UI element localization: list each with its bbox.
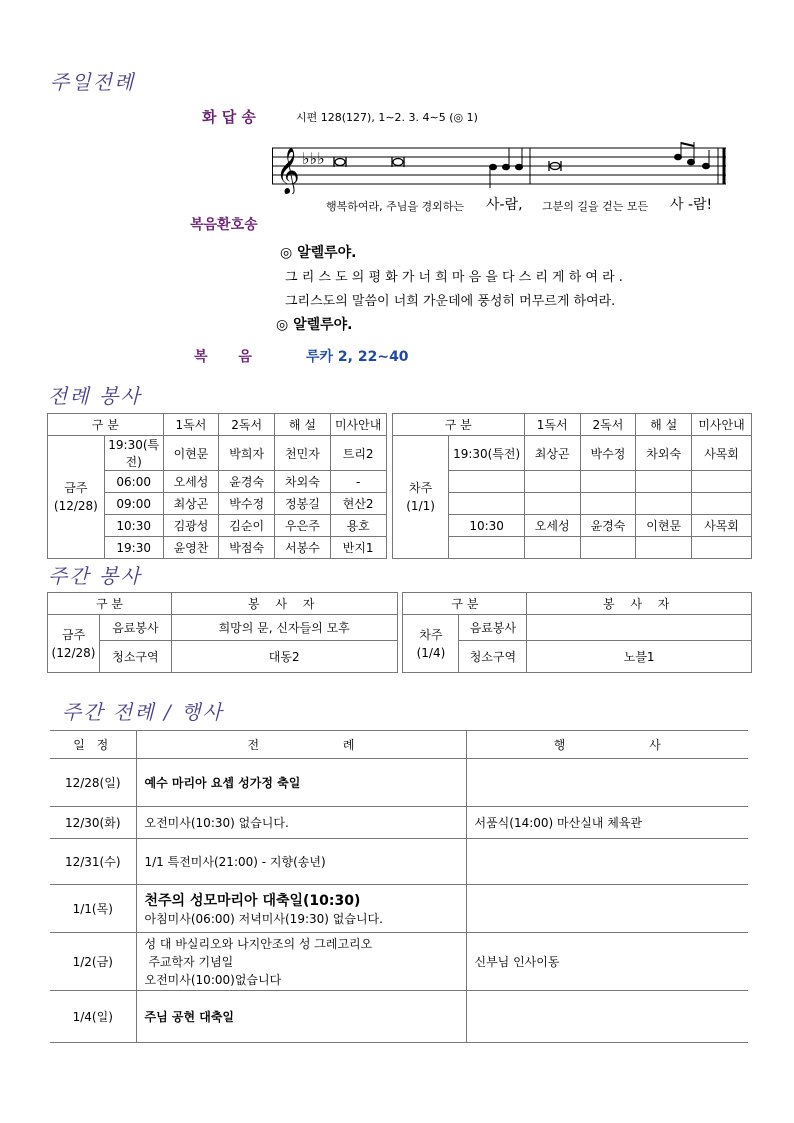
event-activity: 신부님 인사이동	[466, 933, 748, 991]
mass-guide	[692, 471, 752, 493]
event-liturgy-line: 아침미사(06:00) 저녁미사(19:30) 없습니다.	[144, 912, 383, 926]
psalm-lyric-3: 그분의 길을 걷는 모든	[542, 200, 649, 213]
next-week-date: (1/1)	[406, 499, 435, 513]
alleluia-1: ◎ 알렐루야.	[280, 245, 357, 261]
this-week-date: (12/28)	[53, 499, 98, 513]
flat-icon: ♭♭♭	[302, 149, 325, 168]
service-type: 청소구역	[459, 641, 527, 673]
header-mass-guide: 미사안내	[330, 414, 386, 436]
event-liturgy	[136, 933, 466, 991]
mass-time: 10:30	[104, 515, 163, 537]
reader-2: 김순이	[219, 515, 275, 537]
header-category: 구 분	[48, 414, 164, 436]
header-commentary: 해 설	[275, 414, 331, 436]
event-activity	[466, 991, 748, 1043]
commentator: 우은주	[275, 515, 331, 537]
mass-guide	[692, 537, 752, 559]
next-week-cell	[403, 615, 459, 673]
gospel-label: 복 음	[194, 349, 252, 365]
event-liturgy-line: 주교학자 기념일	[144, 954, 234, 969]
header-volunteer: 봉 사 자	[527, 593, 752, 615]
this-week-date: (12/28)	[51, 645, 96, 660]
mass-time: 19:30	[104, 537, 163, 559]
event-liturgy: 예수 마리아 요셉 성가정 축일	[136, 759, 466, 807]
service-volunteer: 희망의 문, 신자들의 모후	[171, 615, 397, 641]
event-date: 1/4(일)	[50, 991, 136, 1043]
reader-2: 윤경숙	[580, 515, 636, 537]
event-date: 1/1(목)	[50, 885, 136, 933]
commentator	[636, 537, 692, 559]
commentator: 서봉수	[275, 537, 331, 559]
commentator	[636, 493, 692, 515]
mass-guide: 트리2	[330, 436, 386, 471]
reader-1	[524, 493, 580, 515]
reader-2: 박수정	[219, 493, 275, 515]
event-liturgy: 1/1 특전미사(21:00) - 지향(송년)	[136, 839, 466, 885]
reader-2	[580, 537, 636, 559]
event-activity	[466, 885, 748, 933]
this-week-label: 금주	[64, 481, 88, 495]
commentator: 차외숙	[275, 471, 331, 493]
event-liturgy: 주님 공현 대축일	[136, 991, 466, 1043]
service-type: 청소구역	[99, 641, 171, 673]
mass-guide: 반지1	[330, 537, 386, 559]
event-date: 12/30(화)	[50, 807, 136, 839]
table-row	[50, 885, 748, 933]
header-category: 구 분	[48, 593, 172, 615]
psalm-lyric-1: 행복하여라, 주님을 경외하는	[326, 200, 465, 213]
reader-1: 이현문	[163, 436, 219, 471]
gospel-acclamation-label: 복음환호송	[190, 217, 258, 233]
event-liturgy: 오전미사(10:30) 없습니다.	[136, 807, 466, 839]
event-liturgy-line: 성 대 바실리오와 나지안조의 성 그레고리오	[144, 936, 373, 951]
psalm-label: 화 답 송	[202, 108, 256, 126]
event-date: 12/28(일)	[50, 759, 136, 807]
mass-guide: 사목회	[692, 436, 752, 471]
weekly-service-title: 주간 봉사	[48, 564, 142, 588]
header-reading-2: 2독서	[580, 414, 636, 436]
commentator: 차외숙	[636, 436, 692, 471]
next-week-label: 차주	[409, 481, 433, 495]
header-category: 구 분	[392, 414, 524, 436]
service-type: 음료봉사	[99, 615, 171, 641]
mass-time	[449, 537, 524, 559]
reader-2	[580, 493, 636, 515]
event-liturgy-line: 천주의 성모마리아 대축일(10:30)	[144, 893, 361, 909]
acclamation-verse-2: 그리스도의 말씀이 너희 가운데에 풍성히 머무르게 하여라.	[285, 294, 616, 309]
liturgy-header-row	[48, 414, 752, 436]
reader-1: 오세성	[163, 471, 219, 493]
commentator: 이현문	[636, 515, 692, 537]
reader-1	[524, 537, 580, 559]
weekly-events-table	[50, 730, 748, 1043]
this-week-cell	[48, 615, 100, 673]
table-row	[48, 436, 752, 471]
header-commentary: 해 설	[636, 414, 692, 436]
table-row	[50, 759, 748, 807]
liturgy-service-title: 전례 봉사	[48, 384, 142, 408]
reader-1: 오세성	[524, 515, 580, 537]
service-type: 음료봉사	[459, 615, 527, 641]
commentator: 천민자	[275, 436, 331, 471]
acclamation-verse-1: 그 리 스 도 의 평 화 가 너 희 마 음 을 다 스 리 게 하 여 라 .	[285, 270, 623, 285]
header-date: 일 정	[50, 731, 136, 759]
reader-1: 최상곤	[163, 493, 219, 515]
weekly-service-table	[47, 592, 752, 673]
event-liturgy-line: 오전미사(10:00)없습니다	[144, 972, 282, 987]
liturgy-service-table	[47, 413, 752, 559]
mass-time	[449, 471, 524, 493]
header-mass-guide: 미사안내	[692, 414, 752, 436]
weekly-events-title: 주간 전례 / 행사	[62, 700, 224, 724]
sunday-liturgy-title: 주일전례	[50, 70, 136, 94]
weekly-service-header-row	[48, 593, 752, 615]
psalm-lyric-4: 사 -람!	[670, 197, 713, 213]
mass-time: 06:00	[104, 471, 163, 493]
service-volunteer: 노블1	[527, 641, 752, 673]
next-week-cell	[392, 436, 449, 559]
mass-guide: 현산2	[330, 493, 386, 515]
header-event: 행 사	[466, 731, 748, 759]
header-reading-1: 1독서	[163, 414, 219, 436]
this-week-label: 금주	[61, 627, 86, 642]
mass-guide: 사목회	[692, 515, 752, 537]
mass-time: 19:30(특전)	[449, 436, 524, 471]
next-week-date: (1/4)	[416, 645, 446, 660]
reader-2	[580, 471, 636, 493]
this-week-cell	[48, 436, 105, 559]
header-reading-1: 1독서	[524, 414, 580, 436]
event-liturgy	[136, 885, 466, 933]
event-activity: 서품식(14:00) 마산실내 체육관	[466, 807, 748, 839]
reader-2: 박점숙	[219, 537, 275, 559]
table-row	[50, 807, 748, 839]
event-activity	[466, 839, 748, 885]
treble-clef-icon: 𝄞	[276, 148, 300, 194]
alleluia-2: ◎ 알렐루야.	[276, 317, 353, 333]
event-date: 12/31(수)	[50, 839, 136, 885]
reader-1: 김광성	[163, 515, 219, 537]
event-date: 1/2(금)	[50, 933, 136, 991]
mass-time: 19:30(특전)	[104, 436, 163, 471]
music-staff	[272, 138, 728, 194]
reader-2: 윤경숙	[219, 471, 275, 493]
event-activity	[466, 759, 748, 807]
reader-1: 윤영찬	[163, 537, 219, 559]
psalm-lyric-2: 사-람,	[486, 197, 523, 213]
service-volunteer: 대동2	[171, 641, 397, 673]
mass-time: 09:00	[104, 493, 163, 515]
next-week-label: 차주	[419, 627, 443, 642]
header-category: 구 분	[403, 593, 527, 615]
header-volunteer: 봉 사 자	[171, 593, 397, 615]
mass-guide: 용호	[330, 515, 386, 537]
mass-time: 10:30	[449, 515, 524, 537]
reader-1: 최상곤	[524, 436, 580, 471]
table-row	[48, 615, 752, 641]
reader-1	[524, 471, 580, 493]
mass-guide	[692, 493, 752, 515]
header-liturgy: 전 례	[136, 731, 466, 759]
mass-time	[449, 493, 524, 515]
header-reading-2: 2독서	[219, 414, 275, 436]
commentator	[636, 471, 692, 493]
table-row	[50, 839, 748, 885]
table-row	[50, 991, 748, 1043]
service-volunteer	[527, 615, 752, 641]
reader-2: 박희자	[219, 436, 275, 471]
psalm-reference: 시편 128(127), 1∼2. 3. 4∼5 (◎ 1)	[296, 111, 478, 124]
events-header-row	[50, 731, 748, 759]
mass-guide: -	[330, 471, 386, 493]
gospel-reference: 루카 2, 22∼40	[306, 349, 409, 365]
table-row	[50, 933, 748, 991]
commentator: 정봉길	[275, 493, 331, 515]
reader-2: 박수정	[580, 436, 636, 471]
